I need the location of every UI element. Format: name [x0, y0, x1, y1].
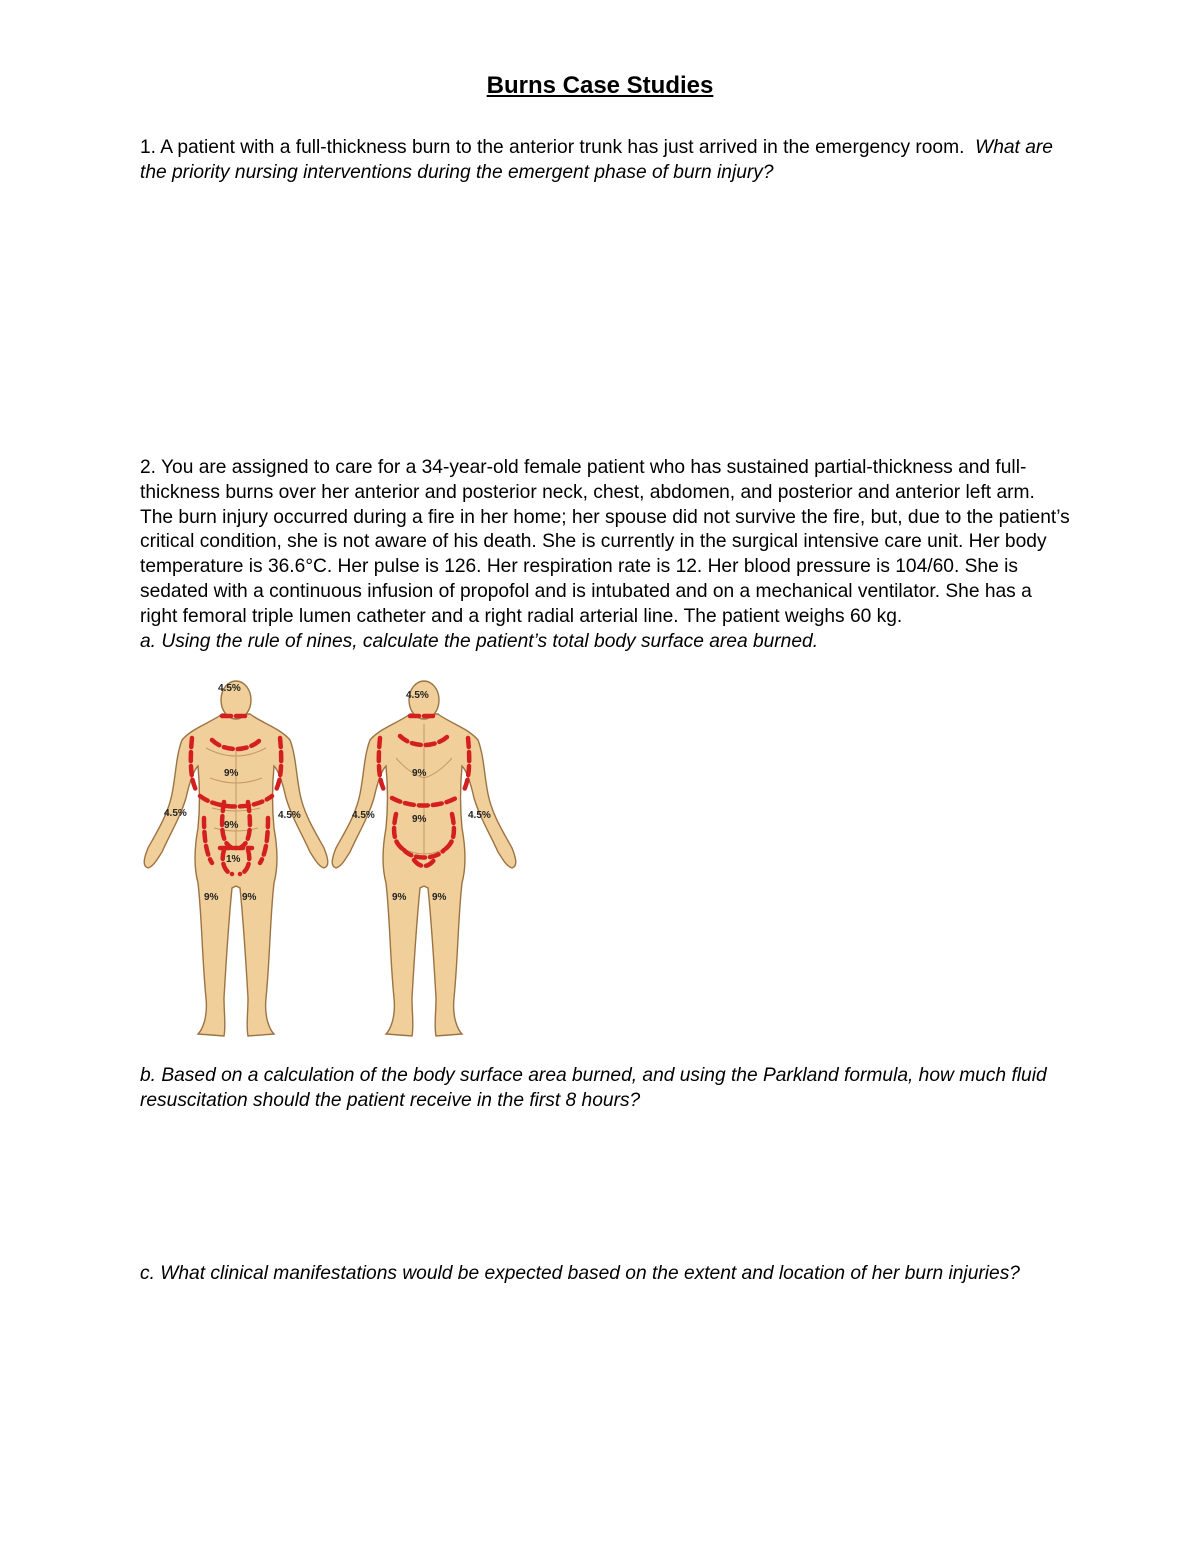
question-1-text: 1. A patient with a full-thickness burn to the anterior trunk has just arrived in the emergency room.	[140, 137, 965, 158]
front-head-label: 4.5%	[218, 683, 241, 694]
front-left-arm-label: 4.5%	[278, 810, 301, 821]
back-upper-back-label: 9%	[412, 768, 427, 779]
back-left-leg-label: 9%	[392, 892, 407, 903]
question-2c: c. What clinical manifestations would be expected based on the extent and location of her burn injuries?	[140, 1263, 1020, 1284]
back-right-leg-label: 9%	[432, 892, 447, 903]
page-title: Burns Case Studies	[486, 72, 714, 99]
front-right-arm-label: 4.5%	[164, 808, 187, 819]
back-body-figure	[332, 681, 516, 1036]
front-abdomen-label: 9%	[224, 820, 239, 831]
back-head-label: 4.5%	[406, 690, 429, 701]
front-chest-label: 9%	[224, 768, 239, 779]
question-2-scenario: 2. You are assigned to care for a 34-year-old female patient who has sustained partial-thickness and full-thickness burns over her anterior and posterior neck, chest, abdomen, and posterior and anterior left arm. The burn injury occurred during a fire in her home; her spouse did not survive the fire, but, due to the patient’s critical condition, she is not aware of his death. She is currently in the surgical intensive care unit. Her body temperature is 36.6°C. Her pulse is 126. Her respiration rate is 12. Her blood pressure is 104/60. She is sedated with a continuous infusion of propofol and is intubated and on a mechanical ventilator. She has a right femoral triple lumen catheter and a right radial arterial line. The patient weighs 60 kg.	[140, 457, 1070, 627]
rule-of-nines-diagram	[140, 678, 520, 1040]
front-genitals-label: 1%	[226, 854, 241, 865]
front-body-figure	[144, 681, 328, 1036]
question-2b: b. Based on a calculation of the body surface area burned, and using the Parkland formula, how much fluid resuscitation should the patient receive in the first 8 hours?	[140, 1065, 1047, 1111]
question-1-prompt: What are the priority nursing interventions during the emergent phase of burn injury?	[140, 137, 1053, 183]
front-right-leg-label: 9%	[204, 892, 219, 903]
back-right-arm-label: 4.5%	[468, 810, 491, 821]
front-left-leg-label: 9%	[242, 892, 257, 903]
back-lower-back-label: 9%	[412, 814, 427, 825]
question-2a: a. Using the rule of nines, calculate the patient’s total body surface area burned.	[140, 630, 819, 652]
question-1	[140, 136, 1070, 186]
question-2	[140, 456, 1070, 654]
back-left-arm-label: 4.5%	[352, 810, 375, 821]
